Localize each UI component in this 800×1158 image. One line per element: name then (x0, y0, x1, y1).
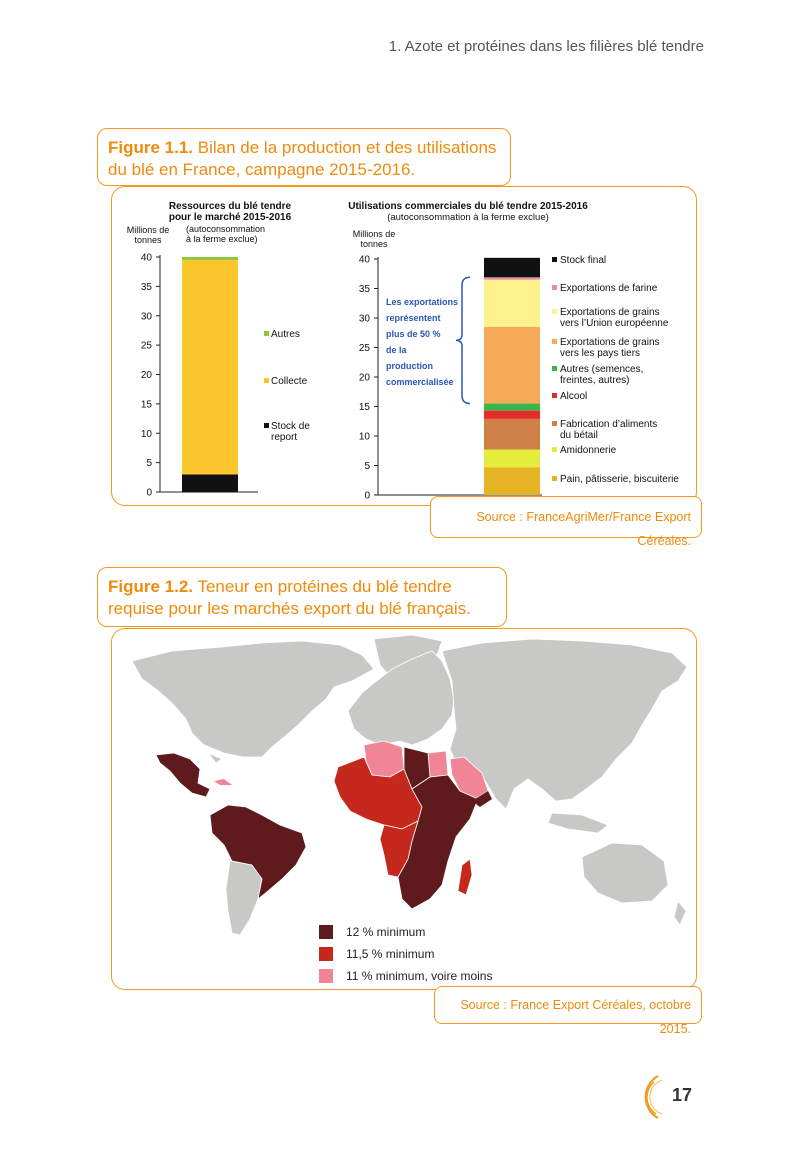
chart2-legend-swatch (552, 339, 557, 344)
figure1-source-box (430, 496, 702, 548)
figure1-source: Source : FranceAgriMer/France Export Céréales. (476, 510, 691, 548)
chart2-ytick-label: 40 (358, 254, 370, 266)
chart1-ytick-label: 25 (140, 340, 152, 352)
chart1-subtitle: à la ferme exclue) (186, 234, 258, 244)
chart1-ytick-label: 15 (140, 399, 152, 411)
chart2-legend-swatch (552, 309, 557, 314)
chart2-legend-swatch (552, 257, 557, 262)
chart2-legend-swatch (552, 285, 557, 290)
mexico-shape (156, 753, 210, 797)
madagascar-shape (458, 859, 472, 895)
chart2-legend-label: Exportations de farine (560, 283, 658, 294)
australia-shape (582, 843, 668, 903)
chart1-legend-label: Autres (271, 329, 300, 340)
figure1-title (98, 129, 510, 189)
chart2-ylabel: Millions de (352, 229, 396, 239)
chart1-bar-segment (182, 260, 238, 474)
chart2-bar-segment (484, 327, 540, 404)
map-legend (319, 925, 492, 983)
chart1-ylabel: Millions de (126, 225, 170, 235)
chart2-legend-swatch (552, 366, 557, 371)
chart2-ytick-label: 5 (364, 461, 370, 472)
chart2-ytick-label: 25 (358, 343, 370, 354)
chart2-legend-swatch (552, 476, 557, 481)
chart1-ytick-label: 10 (140, 428, 152, 440)
chart2-legend-label: Fabrication d’aliments (560, 419, 658, 430)
chart1-ytick-label: 20 (140, 370, 152, 381)
chart2-bracket (456, 277, 470, 403)
chart2-annotation: commercialisée (386, 377, 454, 387)
legend-swatch-12 (319, 925, 333, 939)
chart1-legend-label: report (271, 432, 298, 443)
figure2-title (98, 568, 506, 628)
chart1-ytick-label: 30 (140, 311, 152, 323)
figure2-title-box (97, 567, 507, 627)
chart2-legend-label: Exportations de grains (560, 337, 660, 348)
egypt-pink-shape (428, 751, 448, 777)
chart2-bar-segment (484, 277, 540, 279)
chart2-legend-label: vers les pays tiers (560, 348, 641, 359)
legend-label-12: 12 % minimum (346, 925, 426, 939)
chart1-legend-label: Collecte (271, 376, 308, 387)
chart2-ytick-label: 30 (358, 313, 370, 325)
figure1-charts (112, 187, 696, 505)
chart2-legend-label: Amidonnerie (560, 445, 617, 456)
chart2-legend-label: vers l’Union européenne (560, 318, 669, 329)
chart1-legend-swatch (264, 423, 269, 428)
chart1-legend-swatch (264, 331, 269, 336)
legend-label-115: 11,5 % minimum (346, 947, 435, 961)
chart1-ytick-label: 35 (140, 281, 152, 293)
chart2-legend-label: freintes, autres) (560, 375, 630, 386)
chart1-title: Ressources du blé tendre (168, 201, 292, 212)
figure2-source-box (434, 986, 702, 1036)
chart2-ytick-label: 35 (358, 284, 370, 295)
chart2-bar-segment (484, 450, 540, 468)
chart2-legend-label: Alcool (560, 391, 588, 402)
figure2-title-text: Teneur en protéines du blé tendre requise pour les marchés export du blé français. (108, 577, 471, 618)
chart2-bar-segment (484, 411, 540, 419)
chart2-legend-label: Pain, pâtisserie, biscuiterie (560, 474, 679, 485)
chart2-annotation: de la (386, 345, 407, 355)
chart2-bar-segment (484, 280, 540, 327)
chart2-title: Utilisations commerciales du blé tendre 2015-2016 (348, 201, 588, 212)
north-america-shape (132, 641, 374, 757)
figure1-panel (111, 186, 697, 506)
legend-swatch-115 (319, 947, 333, 961)
figure1-title-box (97, 128, 511, 186)
figure2-source: Source : France Export Céréales, octobre 2015. (460, 998, 691, 1036)
chart2-annotation: production (386, 361, 433, 371)
chart2-bar-segment (484, 404, 540, 411)
chart2-annotation: représentent (386, 313, 441, 323)
chart1-ytick-label: 0 (146, 487, 152, 499)
chart2-legend-swatch (552, 393, 557, 398)
chart2-legend-swatch (552, 421, 557, 426)
page-number: 17 (671, 1085, 692, 1105)
figure1-label: Figure 1.1. (108, 138, 194, 157)
legend-swatch-11 (319, 969, 333, 983)
figure1-title-text: Bilan de la production et des utilisations du blé en France, campagne 2015-2016. (108, 138, 497, 179)
caribbean-shape (208, 753, 222, 763)
chart2-ytick-label: 20 (358, 372, 370, 384)
chart1-legend-label: Stock de (271, 421, 310, 432)
chart2-legend-label: Stock final (560, 255, 607, 266)
new-zealand-shape (674, 901, 686, 925)
chart2-ylabel: tonnes (360, 239, 388, 249)
chart2-ytick-label: 15 (358, 402, 370, 413)
chart1-title: pour le marché 2015-2016 (168, 212, 292, 223)
chart1-bar-segment (182, 474, 238, 492)
figure2-panel (111, 628, 697, 990)
chart2-annotation: plus de 50 % (386, 329, 441, 339)
chart1-legend-swatch (264, 378, 269, 383)
chart2-annotation: Les exportations (386, 297, 459, 307)
chart1-ylabel: tonnes (134, 235, 162, 245)
chart2-subtitle: (autoconsommation à la ferme exclue) (387, 212, 549, 223)
chart2-legend-label: Autres (semences, (560, 364, 644, 375)
chart2-legend-swatch (552, 447, 557, 452)
running-header: 1. Azote et protéines dans les filières blé tendre (388, 38, 704, 55)
world-map (112, 629, 696, 989)
chart2-bar-segment (484, 419, 540, 450)
chart1-ytick-label: 40 (140, 252, 152, 264)
chart2-ytick-label: 10 (358, 431, 370, 443)
figure2-label: Figure 1.2. (108, 577, 194, 596)
indonesia-shape (548, 813, 608, 833)
legend-label-11: 11 % minimum, voire moins (346, 969, 493, 983)
chart2-ytick-label: 0 (364, 490, 370, 502)
caribbean-pink-shape (214, 779, 232, 785)
chart1-subtitle: (autoconsommation (186, 224, 266, 234)
chart1-ytick-label: 5 (146, 458, 152, 470)
chart2-bar-segment (484, 258, 540, 277)
chart2-legend-label: du bétail (560, 430, 598, 441)
chart1-bar-segment (182, 257, 238, 260)
chart2-legend-label: Exportations de grains (560, 307, 660, 318)
chart2-bar-segment (484, 467, 540, 495)
